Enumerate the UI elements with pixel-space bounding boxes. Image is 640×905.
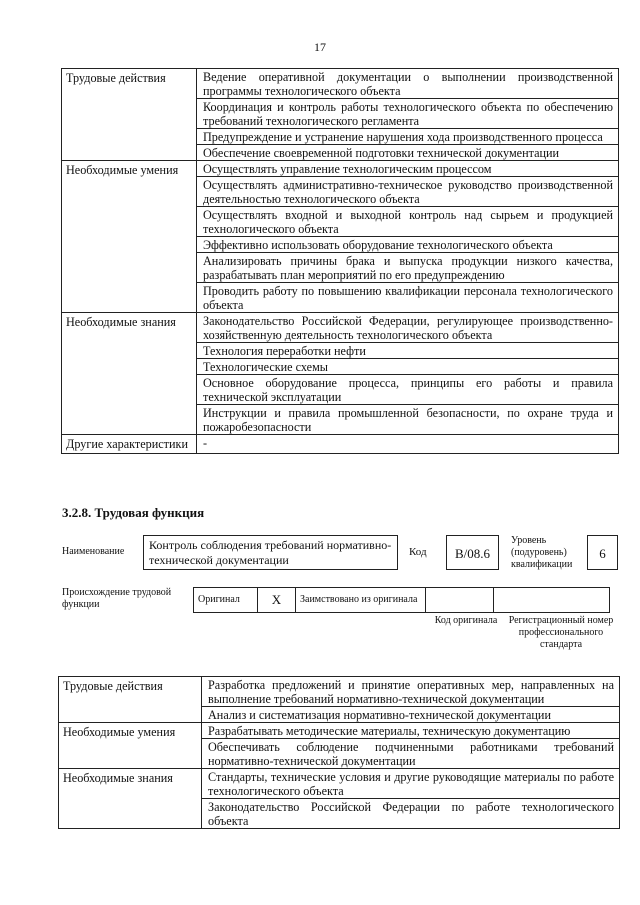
table-cell: Технологические схемы bbox=[197, 359, 619, 375]
table-cell: Стандарты, технические условия и другие руководящие материалы по работе технологического объекта bbox=[202, 769, 620, 799]
table-cell: Осуществлять входной и выходной контроль над сырьем и продукцией технологического объекта bbox=[197, 207, 619, 237]
borrowed-label: Заимствовано из оригинала bbox=[296, 588, 426, 613]
row-label-other: Другие характеристики bbox=[62, 435, 197, 454]
table-cell: Анализ и систематизация нормативно-технической документации bbox=[202, 707, 620, 723]
original-label: Оригинал bbox=[194, 588, 258, 613]
code-original-cell bbox=[426, 588, 494, 613]
table-cell: Обеспечивать соблюдение подчиненными работниками требований нормативно-технической документации bbox=[202, 739, 620, 769]
table-cell: Разрабатывать методические материалы, техническую документацию bbox=[202, 723, 620, 739]
table-cell: Инструкции и правила промышленной безопасности, по охране труда и пожаробезопасности bbox=[197, 405, 619, 435]
function-code-value: B/08.6 bbox=[446, 535, 499, 570]
table-cell: Ведение оперативной документации о выполнении производственной программы технологического объекта bbox=[197, 69, 619, 99]
code-label: Код bbox=[409, 546, 427, 558]
table-cell: Основное оборудование процесса, принципы его работы и правила технической эксплуатации bbox=[197, 375, 619, 405]
original-mark: X bbox=[258, 588, 296, 613]
row-label-skills: Необходимые умения bbox=[59, 723, 202, 769]
origin-label: Происхождение трудовой функции bbox=[62, 587, 172, 610]
row-label-knowledge: Необходимые знания bbox=[59, 769, 202, 829]
table-cell: Осуществлять управление технологическим процессом bbox=[197, 161, 619, 177]
table-cell: Анализировать причины брака и выпуска продукции низкого качества, разрабатывать план мероприятий по его предупреждению bbox=[197, 253, 619, 283]
table-cell: Разработка предложений и принятие оперативных мер, направленных на выполнение требований нормативно-технической документации bbox=[202, 677, 620, 707]
reg-number-caption: Регистрационный номер профессионального стандарта bbox=[508, 615, 614, 650]
code-original-caption: Код оригинала bbox=[434, 615, 498, 626]
origin-table bbox=[193, 587, 610, 613]
table-cell: Проводить работу по повышению квалификации персонала технологического объекта bbox=[197, 283, 619, 313]
row-label-labor-actions: Трудовые действия bbox=[59, 677, 202, 723]
table-cell: - bbox=[197, 435, 619, 454]
reg-number-cell bbox=[494, 588, 610, 613]
function-name-value: Контроль соблюдения требований нормативно-технической документации bbox=[143, 535, 398, 570]
row-label-knowledge: Необходимые знания bbox=[62, 313, 197, 435]
bottom-characteristics-table bbox=[58, 676, 620, 829]
table-cell: Законодательство Российской Федерации по работе технологического объекта bbox=[202, 799, 620, 829]
page-number: 17 bbox=[314, 40, 326, 54]
table-cell: Законодательство Российской Федерации, регулирующее производственно-хозяйственную деятельность технологического объекта bbox=[197, 313, 619, 343]
top-characteristics-table bbox=[61, 68, 619, 454]
table-cell: Предупреждение и устранение нарушения хода производственного процесса bbox=[197, 129, 619, 145]
table-cell: Технология переработки нефти bbox=[197, 343, 619, 359]
section-heading: 3.2.8. Трудовая функция bbox=[62, 505, 205, 520]
row-label-labor-actions: Трудовые действия bbox=[62, 69, 197, 161]
level-label: Уровень (подуровень) квалификации bbox=[511, 535, 573, 570]
table-cell: Эффективно использовать оборудование технологического объекта bbox=[197, 237, 619, 253]
table-cell: Осуществлять административно-техническое руководство производственной деятельностью технологического объекта bbox=[197, 177, 619, 207]
table-cell: Координация и контроль работы технологического объекта по обеспечению требований технологического регламента bbox=[197, 99, 619, 129]
name-label: Наименование bbox=[62, 546, 125, 557]
table-cell: Обеспечение своевременной подготовки технической документации bbox=[197, 145, 619, 161]
row-label-skills: Необходимые умения bbox=[62, 161, 197, 313]
level-value: 6 bbox=[587, 535, 618, 570]
